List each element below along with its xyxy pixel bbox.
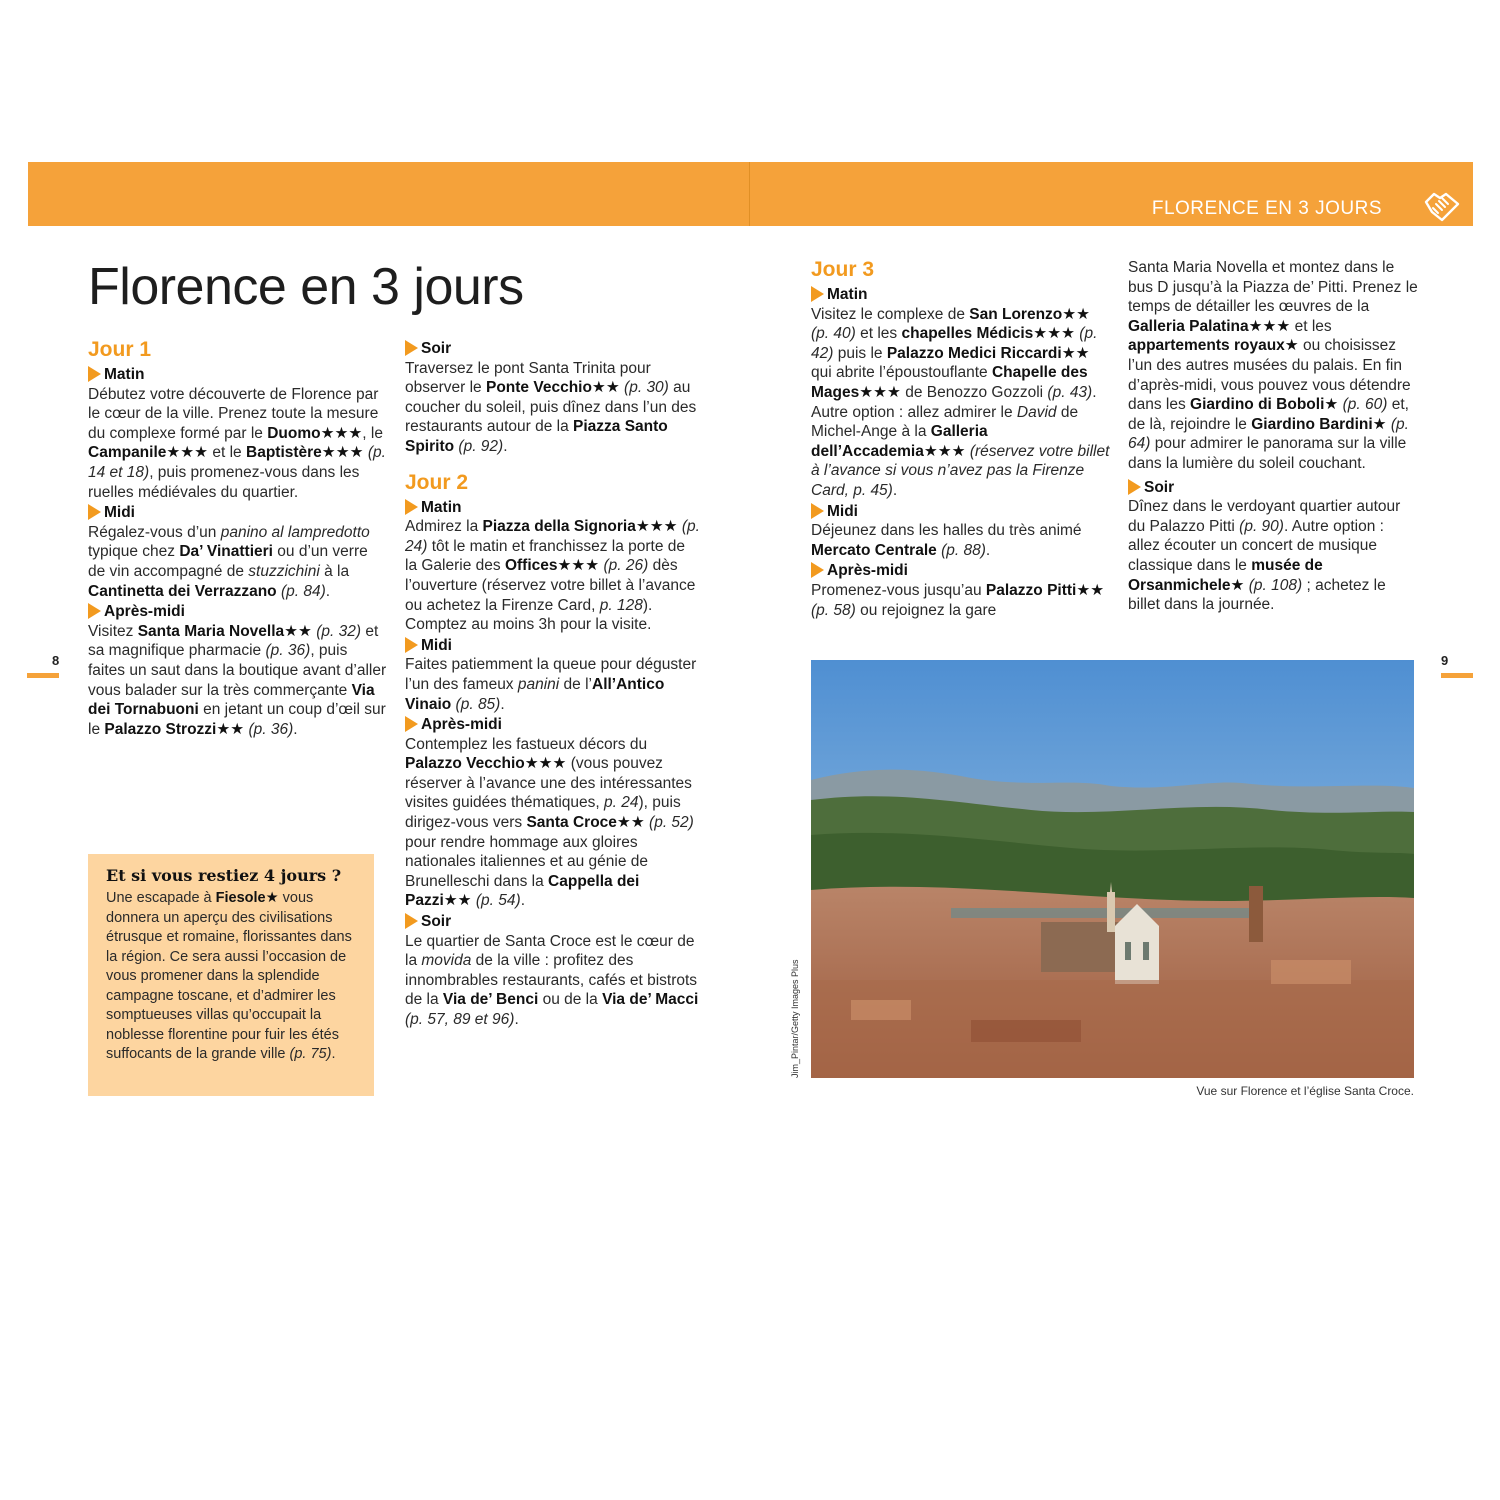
day-heading: Jour 3 xyxy=(811,258,875,281)
arrow-icon xyxy=(405,716,418,732)
slot-heading: Soir xyxy=(405,912,700,932)
column-day-3 xyxy=(811,258,1111,620)
slot-text: Déjeunez dans les halles du très animé Mercato Centrale (p. 88). xyxy=(811,522,1082,559)
slot-heading: Midi xyxy=(88,503,388,523)
page-number-left: 8 xyxy=(52,653,60,668)
arrow-icon xyxy=(811,562,824,578)
arrow-icon xyxy=(405,913,418,929)
day-heading: Jour 1 xyxy=(88,338,152,361)
day-heading: Jour 2 xyxy=(405,470,469,494)
tip-text: Une escapade à Fiesole★ vous donnera un aperçu des civilisations étrusque et romaine, florissantes dans la région. Ce sera aussi l’occasion de vous promener dans la splendide campagne toscane, et d’admirer les somptueuses villas qu’occupait la noblesse florentine pour fuir les étés suffocants de la grande ville (p. 75). xyxy=(106,890,352,1062)
page-title: Florence en 3 jours xyxy=(88,258,524,316)
column-day-3-continued xyxy=(1128,258,1420,615)
slot-heading: Soir xyxy=(405,339,700,359)
column-day-1 xyxy=(88,338,388,739)
slot-text: Contemplez les fastueux décors du Palazzo Vecchio★★★ (vous pouvez réserver à l’avance une des intéressantes visites guidées thématiques, p. 24), puis dirigez-vous vers Santa Croce★★ (p. 52) pour rendre hommage aux gloires nationales italiennes et au génie de Brunelleschi dans la Cappella dei Pazzi★★ (p. 54). xyxy=(405,735,694,910)
slot-text: Visitez Santa Maria Novella★★ (p. 32) et sa magnifique pharmacie (p. 36), puis faites un saut dans la boutique avant d’aller vous balader sur la très commerçante Via dei Tornabuoni en jetant un coup d’œil sur le Palazzo Strozzi★★ (p. 36). xyxy=(88,622,387,738)
slot-text: Visitez le complexe de San Lorenzo★★ (p. 40) et les chapelles Médicis★★★ (p. 42) puis le Palazzo Medici Riccardi★★ qui abrite l’époustouflante Chapelle des Mages★★★ de Benozzo Gozzoli (p. 43). Autre option : allez admirer le David de Michel-Ange à la Galleria dell’Accademia★★★ (réservez votre billet à l’avance si vous n’avez pas la Firenze Card, p. 45). xyxy=(811,305,1110,499)
tip-box xyxy=(88,854,374,1096)
slot-text: Santa Maria Novella et montez dans le bus D jusqu’à la Piazza de’ Pitti. Prenez le temps de détailler les œuvres de la Galleria Palatina★★★ et les appartements royaux★ ou choisissez l’un des autres musées du palais. En fin d’après-midi, vous pouvez vous détendre dans les Giardino di Boboli★ (p. 60) et, de là, rejoindre le Giardino Bardini★ (p. 64) pour admirer le panorama sur la ville dans la lumière du soleil couchant. xyxy=(1128,259,1418,472)
arrow-icon xyxy=(405,499,418,515)
tip-title: Et si vous restiez 4 jours ? xyxy=(106,866,342,885)
section-title: FLORENCE EN 3 JOURS xyxy=(1151,198,1382,219)
slot-text: Admirez la Piazza della Signoria★★★ (p. 24) tôt le matin et franchissez la porte de la Galerie des Offices★★★ (p. 26) dès l’ouverture (réservez votre billet à l’avance ou achetez la Firenze Card, p. 128). Comptez au moins 3h pour la visite. xyxy=(405,518,700,634)
slot-text: Dînez dans le verdoyant quartier autour du Palazzo Pitti (p. 90). Autre option : allez écouter un concert de musique classique dans le musée de Orsanmichele★ (p. 108) ; achetez le billet dans la journée. xyxy=(1128,498,1401,614)
slot-heading: Matin xyxy=(88,365,388,385)
slot-heading: Midi xyxy=(811,502,1111,522)
slot-text: Traversez le pont Santa Trinita pour observer le Ponte Vecchio★★ (p. 30) au coucher du soleil, puis dînez dans l’un des restaurants autour de la Piazza Santo Spirito (p. 92). xyxy=(405,359,697,455)
arrow-icon xyxy=(405,340,418,356)
slot-heading: Après-midi xyxy=(88,602,388,622)
slot-heading: Matin xyxy=(811,285,1111,305)
slot-heading: Après-midi xyxy=(405,715,700,735)
arrow-icon xyxy=(88,504,101,520)
handshake-icon xyxy=(1424,190,1460,224)
florence-panorama-photo xyxy=(811,660,1414,1078)
slot-text: Promenez-vous jusqu’au Palazzo Pitti★★ (p. 58) ou rejoignez la gare xyxy=(811,581,1105,619)
slot-text: Faites patiemment la queue pour déguster l’un des fameux panini de l’All’Antico Vinaio (p. 85). xyxy=(405,656,697,713)
arrow-icon xyxy=(811,503,824,519)
page-gutter xyxy=(749,162,750,226)
slot-heading: Soir xyxy=(1128,478,1420,498)
arrow-icon xyxy=(811,286,824,302)
page-marker-left xyxy=(27,673,59,678)
slot-heading: Midi xyxy=(405,636,700,656)
photo-credit: Jim_Pintar/Getty Images Plus xyxy=(790,959,800,1078)
arrow-icon xyxy=(88,603,101,619)
page-marker-right xyxy=(1441,673,1473,678)
arrow-icon xyxy=(88,366,101,382)
slot-heading: Matin xyxy=(405,498,700,518)
slot-heading: Après-midi xyxy=(811,561,1111,581)
slot-text: Le quartier de Santa Croce est le cœur de la movida de la ville : profitez des innombrables restaurants, cafés et bistrots de la Via de’ Benci ou de la Via de’ Macci (p. 57, 89 et 96). xyxy=(405,932,699,1028)
arrow-icon xyxy=(405,637,418,653)
photo-caption: Vue sur Florence et l’église Santa Croce. xyxy=(1196,1084,1414,1098)
arrow-icon xyxy=(1128,479,1141,495)
slot-text: Régalez-vous d’un panino al lampredotto typique chez Da’ Vinattieri ou d’un verre de vin accompagné de stuzzichini à la Cantinetta dei Verrazzano (p. 84). xyxy=(88,523,370,600)
page-number-right: 9 xyxy=(1441,653,1449,668)
slot-text: Débutez votre découverte de Florence par le cœur de la ville. Prenez toute la mesure du complexe formé par le Duomo★★★, le Campanile★★★ et le Baptistère★★★ (p. 14 et 18), puis promenez-vous dans les ruelles médiévales du quartier. xyxy=(88,385,386,501)
column-day-2 xyxy=(405,338,700,1030)
